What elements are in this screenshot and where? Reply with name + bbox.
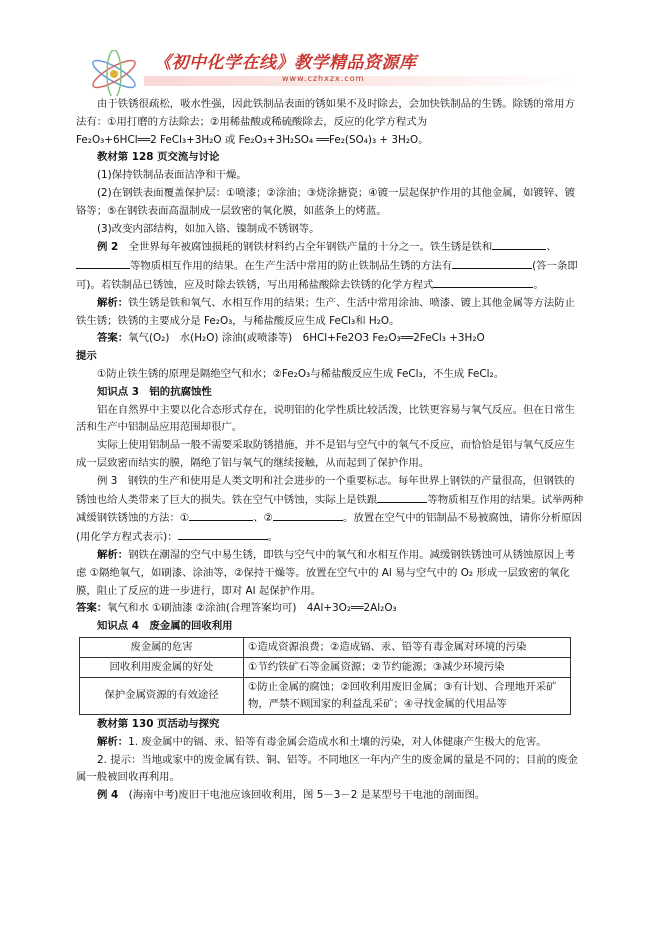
answer-blank [273, 509, 343, 521]
table-row [80, 657, 571, 677]
solution-label: 解析： [97, 735, 129, 748]
knowledge-3-paragraph-1: 铝在自然界中主要以化合态形式存在，说明铝的化学性质比较活泼，比铁更容易与氧气反应。但在日常生活和生产中铝制品应用范围却很广。 [76, 403, 575, 434]
table-row [80, 637, 571, 657]
answer-blank [452, 257, 532, 269]
example-2-label: 例 2 [97, 241, 119, 254]
table-row-key: 废金属的危害 [80, 637, 244, 657]
example-3-text-d: 。放置在空气中的铝制品不易被腐蚀，请你分析原因(用化学方程式表示)： [76, 512, 582, 544]
scrap-metal-table [79, 637, 571, 715]
solution-p130-1-text: 1. 废金属中的镉、汞、铅等有毒金属会造成水和土壤的污染，对人体健康产生极大的危害。 [128, 735, 547, 748]
solution-label: 解析： [97, 548, 129, 561]
example-2 [76, 238, 584, 294]
table-row-value: ①造成资源浪费；②造成镉、汞、铅等有毒金属对环境的污染 [244, 637, 571, 657]
header-title: 《初中化学在线》教学精品资源库 [154, 53, 417, 73]
answer-blank [189, 509, 253, 521]
solution-p130-2: 2. 提示：当地或家中的废金属有铁、铜、铝等。不同地区一年内产生的废金属的量是不同的；目前的废金属一般被回收再利用。 [76, 753, 578, 784]
example-2-text-c: (答一条即可)。若铁制品已锈蚀，应及时除去铁锈，写出用稀盐酸除去铁锈的化学方程式 [76, 260, 578, 291]
example-3 [76, 473, 584, 547]
table-row [80, 677, 571, 714]
solution-2 [76, 295, 584, 331]
example-4 [76, 787, 584, 805]
answer-blank [178, 528, 268, 540]
answer-label: 答案： [97, 332, 129, 345]
example-3-text-a: 例 3 钢铁的生产和使用是人类文明和社会进步的一个重要标志。每年世界上钢铁的产量很高，但钢铁的锈蚀也给人类带来了巨大的损失。铁在空气中锈蚀，实际上是铁跟 [76, 474, 575, 506]
knowledge-4-title: 知识点 4 废金属的回收利用 [97, 620, 233, 633]
table-row-value: ①防止金属的腐蚀；②回收利用废旧金属；③有计划、合理地开采矿物，严禁不顾国家的利益乱采矿；④寻找金属的代用品等 [244, 677, 571, 714]
answer-2-text: 氧气(O₂) 水(H₂O) 涂油(或喷漆等) 6HCl+Fe2O3 Fe₂O₃══2FeCl₃ +3H₂O [128, 332, 485, 345]
tip-heading: 提示 [76, 350, 97, 363]
answer-blank [433, 276, 533, 288]
paragraph-rust-removal: 由于铁锈很疏松，吸水性强，因此铁制品表面的锈如果不及时除去，会加快铁制品的生锈。除锈的常用方法有：①用打磨的方法除去；②用稀盐酸或稀硫酸除去，反应的化学方程式为 [76, 98, 575, 128]
header-url: www.czhxzx.com [282, 74, 365, 83]
example-2-sep: 、 [546, 241, 557, 254]
tip-text: ①防止铁生锈的原理是隔绝空气和水；②Fe₂O₃与稀盐酸反应生成 FeCl₃，不生成 FeCl₂。 [97, 367, 505, 380]
answer-blank [76, 257, 130, 269]
header-banner [82, 44, 582, 96]
knowledge-3-paragraph-2: 实际上使用铝制品一般不需要采取防锈措施，并不是铝与空气中的氧气不反应，而恰恰是铝与氧气反应生成一层致密而结实的膜，隔绝了铝与氧气的继续接触，从而起到了保护作用。 [76, 439, 575, 469]
table-row-value: ①节约铁矿石等金属资源；②节约能源；③减少环境污染 [244, 657, 571, 677]
solution-3 [76, 547, 584, 600]
answer-2 [76, 330, 584, 348]
answer-3 [76, 600, 584, 618]
answer-3-text: 氧气和水 ①刷油漆 ②涂油(合理答案均可) 4Al+3O₂══2Al₂O₃ [107, 602, 397, 615]
answer-blank [492, 238, 546, 250]
solution-label: 解析： [97, 296, 129, 309]
discussion-item-1: (1)保持铁制品表面洁净和干燥。 [97, 169, 247, 182]
heading-p130: 教材第 130 页活动与探究 [97, 717, 220, 730]
solution-2-text: 铁生锈是铁和氧气、水相互作用的结果；生产、生活中常用涂油、喷漆、镀上其他金属等方法防止铁生锈；铁锈的主要成分是 Fe₂O₃，与稀盐酸反应生成 FeCl₃和 H₂O。 [76, 296, 575, 327]
example-3-text-c: 、② [253, 512, 273, 525]
answer-label: 答案： [76, 602, 108, 615]
example-2-end: 。 [533, 278, 544, 291]
equation-rust-removal: Fe₂O₃+6HCl══2 FeCl₃+3H₂O 或 Fe₂O₃+3H₂SO₄ ══Fe₂(SO₄)₃ + 3H₂O。 [76, 133, 429, 146]
example-2-text-a: 全世界每年被腐蚀损耗的钢铁材料约占全年钢铁产量的十分之一。铁生锈是铁和 [128, 241, 493, 254]
solution-3-text: 钢铁在潮湿的空气中易生锈，即铁与空气中的氧气和水相互作用。减缓钢铁锈蚀可从锈蚀原因上考虑 ①隔绝氧气，如刷漆、涂油等，②保持干燥等。放置在空气中的 Al 易与空气中的 O₂ 形成一层致密的氧化膜，阻止了反应的进一步进行，即对 Al 起保护作用。 [76, 548, 575, 597]
discussion-item-3: (3)改变内部结构，如加入铬、镍制成不锈钢等。 [97, 222, 320, 235]
document-body [76, 96, 584, 805]
answer-blank [377, 491, 427, 503]
table-row-key: 回收利用废金属的好处 [80, 657, 244, 677]
atom-logo-icon [82, 50, 146, 96]
discussion-item-2: (2)在钢铁表面覆盖保护层：①喷漆；②涂油；③烧涂搪瓷；④镀一层起保护作用的其他金属，如镀锌、镀铬等；⑤在钢铁表面高温制成一层致密的氧化膜，如蓝条上的烤蓝。 [76, 186, 575, 217]
heading-p128: 教材第 128 页交流与讨论 [97, 151, 220, 164]
example-2-text-b: 等物质相互作用的结果。在生产生活中常用的防止铁制品生锈的方法有 [130, 260, 453, 273]
solution-p130-1 [76, 734, 584, 752]
knowledge-3-title: 知识点 3 铝的抗腐蚀性 [97, 385, 212, 398]
example-4-label: 例 4 [97, 789, 119, 802]
example-3-end: 。 [267, 531, 279, 544]
table-row-key: 保护金属资源的有效途径 [80, 677, 244, 714]
example-4-text: (海南中考)废旧干电池应该回收利用，图 5－3－2 是某型号干电池的剖面图。 [128, 789, 486, 802]
example-3-text-b: 等物质相互作用的结果。试举两种减缓钢铁锈蚀的方法：① [76, 493, 584, 525]
